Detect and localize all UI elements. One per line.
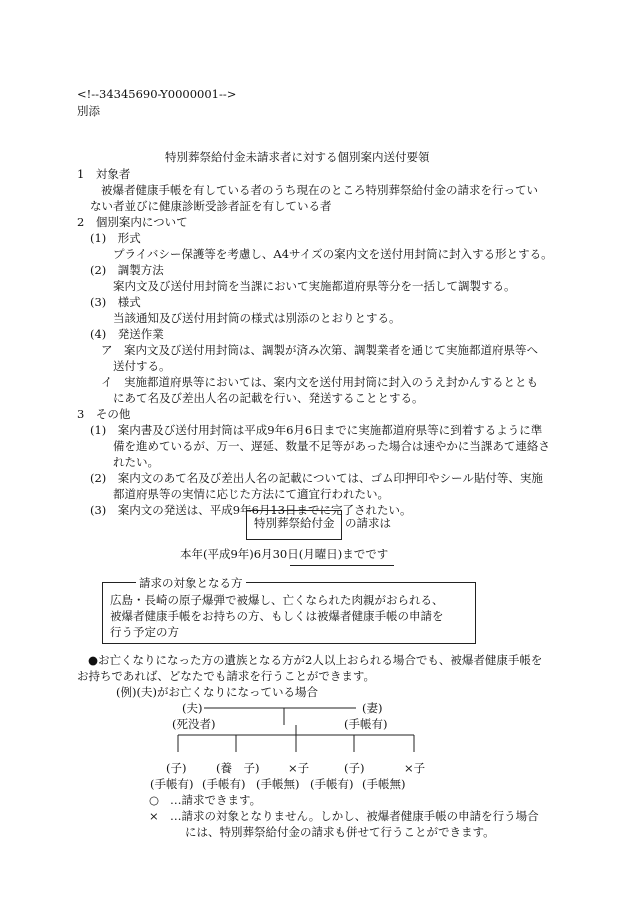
item-line: にあて名及び差出人名の記載を行い、発送することとする。: [113, 391, 424, 405]
item-label: (3) 様式: [90, 295, 141, 309]
item-line: イ 実施都道府県等においては、案内文を送付用封筒に封入のうえ封かんするととも: [101, 375, 538, 389]
section-3-line: れたい。: [113, 455, 159, 469]
item-label: (4) 発送作業: [90, 327, 164, 341]
section-2-heading: 2 個別案内について: [77, 215, 188, 229]
item-line: プライバシー保護等を考慮し、A4サイズの案内文を送付用封筒に封入する形とする。: [113, 247, 553, 261]
legend-can-text: …請求できます。: [170, 793, 262, 807]
tree-status: (手帳無): [362, 777, 406, 791]
notice-deadline: 本年(平成9年)6月30日(月曜日)までです: [180, 547, 389, 561]
legend-cannot-text-2: には、特別葬祭給付金の請求も併せて行うことができます。: [185, 825, 495, 839]
section-3-heading: 3 その他: [77, 407, 131, 421]
bullet-line: ●お亡くなりになった方の遺族となる方が2人以上おられる場合でも、被爆者健康手帳を: [88, 653, 543, 667]
tree-wife-status: (手帳有): [344, 717, 388, 731]
item-line: 案内文及び送付用封筒を当課において実施都道府県等分を一括して調製する。: [113, 279, 516, 293]
legend-cannot-text: …請求の対象となりません。しかし、被爆者健康手帳の申請を行う場合: [170, 809, 539, 823]
section-1-line: ない者並びに健康診断受診者証を有している者: [90, 199, 332, 213]
example-label: (例)(夫)がお亡くなりになっている場合: [116, 685, 318, 699]
notice-boxed-term: 特別葬祭給付金: [254, 516, 335, 530]
eligibility-heading: 請求の対象となる方: [136, 575, 246, 591]
tree-status: (手帳無): [256, 777, 300, 791]
item-line: 送付する。: [113, 359, 171, 373]
section-3-line: (3) 案内文の発送は、平成9年6月13日までに完了されたい。: [90, 503, 412, 517]
tree-status: (手帳有): [202, 777, 246, 791]
item-line: 当該通知及び送付用封筒の様式は別添のとおりとする。: [113, 311, 401, 325]
tree-child: (子): [344, 761, 365, 775]
section-1-heading: 1 対象者: [77, 167, 131, 181]
section-1-line: 被爆者健康手帳を有している者のうち現在のところ特別葬祭給付金の請求を行ってい: [101, 183, 538, 197]
eligibility-line: 行う予定の方: [110, 625, 179, 639]
tree-child: ×子: [288, 761, 310, 775]
tree-status: (手帳有): [150, 777, 194, 791]
notice-suffix: の請求は: [345, 516, 391, 530]
eligibility-line: 広島・長崎の原子爆弾で被爆し、亡くなられた肉親がおられる、: [110, 593, 444, 607]
tree-child: (養 子): [216, 761, 260, 775]
tree-child: ×子: [404, 761, 426, 775]
eligibility-line: 被爆者健康手帳をお持ちの方、もしくは被爆者健康手帳の申請を: [110, 609, 444, 623]
item-label: (1) 形式: [90, 231, 141, 245]
header-comment: <!--34345690-Y0000001-->: [77, 87, 237, 101]
item-line: ア 案内文及び送付用封筒は、調製が済み次第、調製業者を通じて実施都道府県等へ: [101, 343, 538, 357]
tree-husband-status: (死没者): [172, 717, 216, 731]
page-title: 特別葬祭給付金未請求者に対する個別案内送付要領: [165, 150, 430, 164]
section-3-line: 都道府県等の実情に応じた方法にて適宜行われたい。: [113, 487, 389, 501]
tree-husband: (夫): [182, 701, 203, 715]
attachment-label: 別添: [77, 104, 100, 118]
tree-wife: (妻): [362, 701, 383, 715]
section-3-line: 備を進めているが、万一、遅延、数量不足等があった場合は速やかに当課あて連絡さ: [113, 439, 550, 453]
tree-status: (手帳有): [310, 777, 354, 791]
legend-cannot-symbol: ×: [149, 809, 159, 823]
legend-can-symbol: ○: [149, 793, 160, 807]
section-3-line: (2) 案内文のあて名及び差出人名の記載については、ゴム印押印やシール貼付等、実施: [90, 471, 543, 485]
bullet-line: お持ちであれば、どなたでも請求を行うことができます。: [77, 669, 375, 683]
section-3-line: (1) 案内書及び送付用封筒は平成9年6月6日までに実施都道府県等に到着するように準: [90, 423, 543, 437]
tree-child: (子): [166, 761, 187, 775]
item-label: (2) 調製方法: [90, 263, 164, 277]
